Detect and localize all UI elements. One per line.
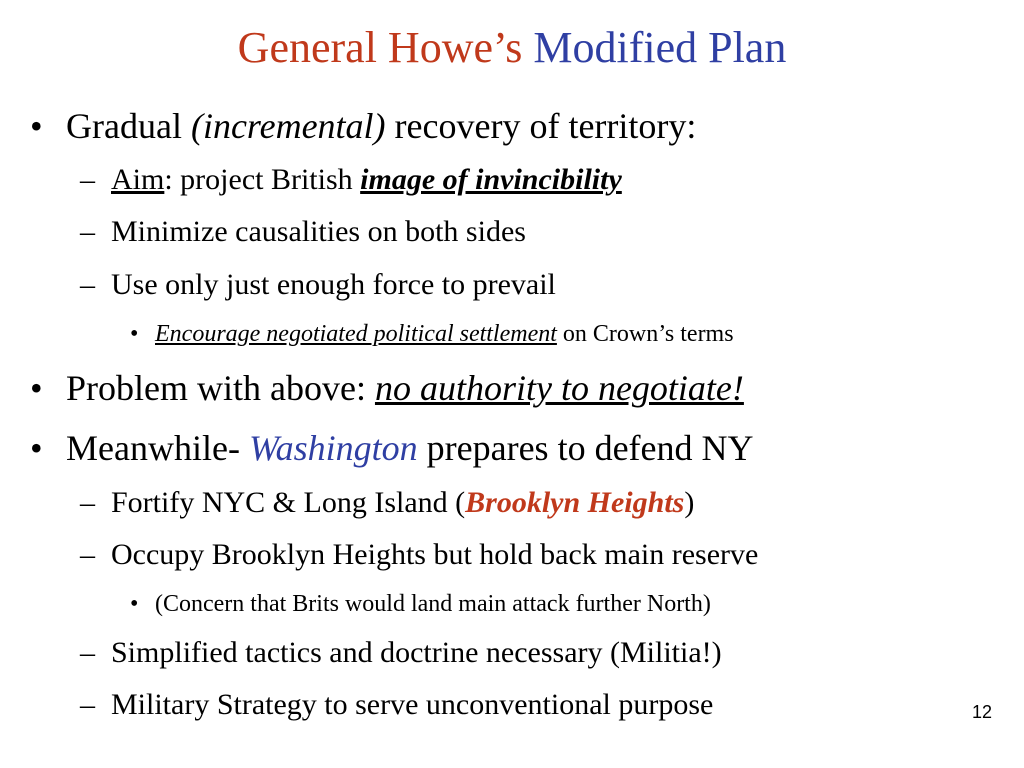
subbullet-fortify-nyc: – Fortify NYC & Long Island (Brooklyn Heights) bbox=[80, 486, 695, 519]
dash-marker: – bbox=[80, 215, 95, 248]
bullet-marker: • bbox=[130, 321, 139, 347]
dash-marker: – bbox=[80, 636, 95, 669]
bullet-marker: • bbox=[30, 368, 43, 408]
dash-marker: – bbox=[80, 538, 95, 571]
dash-marker: – bbox=[80, 268, 95, 301]
bullet-marker: • bbox=[130, 591, 139, 617]
bullet-marker: • bbox=[30, 106, 43, 146]
subbullet-aim: – Aim: project British image of invincibility bbox=[80, 163, 622, 196]
dash-marker: – bbox=[80, 163, 95, 196]
subbullet-use-just-enough-force: – Use only just enough force to prevail bbox=[80, 268, 556, 301]
subsubbullet-negotiated-settlement: • Encourage negotiated political settlement on Crown’s terms bbox=[130, 321, 734, 347]
title-part-modified-plan: Modified Plan bbox=[533, 23, 787, 72]
bullet-marker: • bbox=[30, 428, 43, 468]
subbullet-simplified-tactics: – Simplified tactics and doctrine necessary (Militia!) bbox=[80, 636, 722, 669]
dash-marker: – bbox=[80, 486, 95, 519]
bullet-meanwhile-washington: • Meanwhile- Washington prepares to defend NY bbox=[30, 428, 754, 468]
slide-title bbox=[0, 22, 1024, 74]
page-number: 12 bbox=[971, 702, 992, 722]
subsubbullet-concern-brits: • (Concern that Brits would land main attack further North) bbox=[130, 591, 711, 617]
bullet-problem-with-above: • Problem with above: no authority to negotiate! bbox=[30, 368, 744, 408]
subbullet-military-strategy: – Military Strategy to serve unconventional purpose bbox=[80, 688, 714, 721]
bullet-gradual-recovery: • Gradual (incremental) recovery of territory: bbox=[30, 106, 697, 146]
subbullet-minimize-casualties: – Minimize causalities on both sides bbox=[80, 215, 526, 248]
dash-marker: – bbox=[80, 688, 95, 721]
title-part-general-howes: General Howe’s bbox=[237, 23, 523, 72]
subbullet-occupy-brooklyn-heights: – Occupy Brooklyn Heights but hold back main reserve bbox=[80, 538, 759, 571]
